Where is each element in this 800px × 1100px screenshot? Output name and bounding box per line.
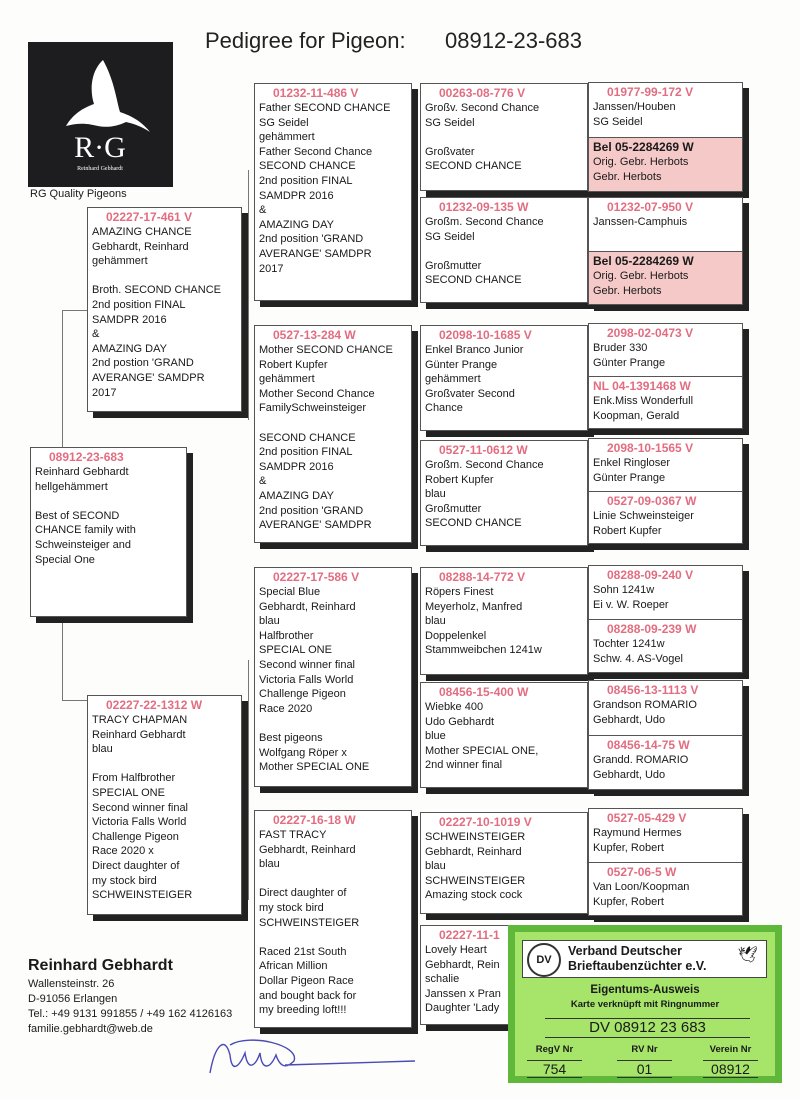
gen5-entry — [589, 137, 742, 191]
pedigree-line: hellgehämmert — [35, 480, 108, 493]
pedigree-line: Stammweibchen 1241w — [425, 644, 542, 657]
gen5-entry — [589, 566, 742, 619]
card-title: Eigentums-Ausweis — [590, 984, 700, 996]
ring-number: 2098-02-0473 V — [607, 326, 694, 340]
pedigree-line: Ei v. W. Roeper — [593, 598, 669, 611]
pedigree-line: schalie — [425, 973, 460, 986]
pedigree-line: blau — [259, 858, 280, 871]
pedigree-line: SECOND CHANCE — [425, 274, 522, 287]
pedigree-line: Enk.Miss Wonderfull — [593, 395, 694, 407]
sire-box — [87, 207, 242, 412]
pedigree-line: Gebr. Herbots — [593, 284, 662, 297]
gen5-pair-box — [588, 323, 743, 429]
pedigree-line: 2nd position 'GRAND — [259, 233, 364, 246]
svg-text:Reinhard Gebhardt: Reinhard Gebhardt — [77, 166, 123, 172]
page-title — [205, 28, 583, 54]
pedigree-line: AMAZING DAY — [259, 489, 334, 502]
pedigree-line — [425, 130, 583, 145]
pedigree-line: Father SECOND CHANCE — [259, 102, 391, 114]
pedigree-line: blau — [92, 743, 113, 756]
pedigree-line: Challenge Pigeon — [259, 688, 346, 701]
grandparent-box — [254, 810, 412, 1028]
pedigree-line: AMAZING DAY — [92, 342, 167, 355]
pedigree-line: Kupfer, Robert — [593, 841, 664, 854]
ring-number: 02098-10-1685 V — [439, 328, 532, 342]
pedigree-line: From Halfbrother — [92, 772, 176, 785]
pedigree-line: Großv. Second Chance — [425, 102, 540, 114]
pedigree-line: Best of SECOND — [35, 509, 120, 522]
connector-line — [62, 310, 87, 311]
pedigree-line: Raymund Hermes — [593, 827, 682, 839]
pedigree-line: Janssen x Pran — [425, 987, 501, 1000]
great-grandparent-box — [420, 567, 588, 675]
pedigree-line: AMAZING DAY — [259, 218, 334, 231]
subject-box — [30, 447, 187, 617]
pedigree-line: Enkel Branco Junior — [425, 344, 524, 356]
gen5-pair-box — [588, 565, 743, 673]
pedigree-line: Victoria Falls World — [92, 816, 187, 829]
pedigree-line: blau — [425, 488, 446, 501]
ring-number: 02227-10-1019 V — [439, 815, 532, 829]
city: D-91056 Erlangen — [28, 993, 118, 1005]
pedigree-line: Mother SPECIAL ONE, — [425, 744, 539, 757]
pigeon-icon: 🕊 — [737, 947, 758, 964]
pedigree-line: Race 2020 x — [92, 845, 154, 858]
pedigree-line: Father Second Chance — [259, 145, 373, 158]
gen5-entry — [589, 83, 742, 137]
pedigree-line: blau — [259, 615, 280, 628]
pedigree-line: Koopman, Gerald — [593, 409, 680, 422]
pedigree-line: Second winner final — [259, 658, 356, 671]
connector-line — [416, 620, 417, 740]
ring-number: 0527-05-429 V — [607, 811, 687, 825]
pedigree-line: Großmutter — [425, 259, 482, 272]
pedigree-line: AVERANGE' SAMDPR — [92, 371, 205, 384]
pedigree-line: blau — [425, 615, 446, 628]
pedigree-line: FAST TRACY — [259, 829, 327, 841]
connector-line — [248, 660, 249, 900]
pedigree-line: Robert Kupfer — [425, 473, 494, 486]
pedigree-line: Kupfer, Robert — [593, 895, 664, 908]
pedigree-line: Reinhard Gebhardt — [92, 728, 186, 741]
pedigree-line: Special Blue — [259, 586, 321, 598]
pedigree-line: AVERANGE' SAMDPR — [259, 519, 372, 532]
pedigree-line: 2017 — [259, 262, 284, 275]
pedigree-line: SG Seidel — [425, 230, 475, 243]
gen5-entry — [589, 324, 742, 376]
pedigree-line: SPECIAL ONE — [92, 786, 165, 799]
pedigree-line: Schw. 4. AS-Vogel — [593, 652, 683, 665]
pedigree-line: gehämmert — [259, 131, 315, 144]
pedigree-line: Janssen/Houben — [593, 101, 676, 113]
connector-line — [248, 170, 249, 420]
pedigree-line: Daughter 'Lady — [425, 1002, 500, 1015]
pedigree-line: SCHWEINSTEIGER — [425, 831, 526, 843]
pedigree-line: SAMDPR 2016 — [259, 460, 334, 473]
card-subtitle: Karte verknüpft mit Ringnummer — [570, 999, 720, 1010]
gen5-entry — [589, 376, 742, 428]
pedigree-line: gehämmert — [259, 373, 315, 386]
great-grandparent-box — [420, 325, 588, 431]
pedigree-line: Großvater Second — [425, 387, 515, 400]
pedigree-line: SECOND CHANCE — [425, 517, 522, 530]
gen5-entry — [589, 809, 742, 862]
pedigree-line: Robert Kupfer — [593, 524, 662, 537]
pedigree-line: FamilySchweinsteiger — [259, 402, 366, 415]
pedigree-line: 2nd position 'GRAND — [259, 504, 364, 517]
ring-number: 02227-17-461 V — [106, 210, 193, 224]
gen5-entry — [589, 251, 742, 304]
ring-number: NL 04-1391468 W — [593, 379, 691, 393]
ring-number: Bel 05-2284269 W — [593, 254, 694, 268]
gen5-pair-box — [588, 808, 743, 916]
street: Wallensteinstr. 26 — [28, 978, 115, 990]
gen5-entry — [589, 198, 742, 251]
rg-logo — [28, 42, 173, 187]
verein-value: 08912 — [703, 1060, 758, 1078]
great-grandparent-box — [420, 812, 588, 914]
pedigree-line: Amazing stock cock — [425, 889, 523, 902]
pedigree-line: 2017 — [92, 386, 117, 399]
ring-number: Bel 05-2284269 W — [593, 140, 694, 154]
pedigree-line: Second winner final — [92, 801, 189, 814]
pedigree-line: Race 2020 — [259, 702, 313, 715]
ring-number: 00263-08-776 V — [439, 86, 526, 100]
ring-number: 0527-06-5 W — [607, 865, 677, 879]
pedigree-line: Lovely Heart — [425, 944, 487, 956]
great-grandparent-box — [420, 83, 588, 191]
pedigree-line: Grandson ROMARIO — [593, 699, 697, 711]
pedigree-line: Günter Prange — [593, 471, 666, 484]
pedigree-line: Gebhardt, Reinhard — [425, 845, 522, 858]
ring-number: 08288-14-772 V — [439, 570, 526, 584]
title-text: Pedigree for Pigeon: — [205, 28, 406, 53]
gen5-entry — [589, 862, 742, 915]
connector-line — [62, 700, 87, 701]
ring-number: 0527-13-284 W — [273, 328, 356, 342]
pedigree-line: Mother SPECIAL ONE — [259, 761, 370, 774]
pedigree-line: Gebhardt, Udo — [593, 768, 666, 781]
ring-number: 08288-09-239 W — [607, 622, 697, 636]
pedigree-line: TRACY CHAPMAN — [92, 714, 188, 726]
gen5-pair-box — [588, 82, 743, 192]
pedigree-line: blue — [425, 730, 446, 743]
connector-line — [416, 380, 417, 500]
brand-label: RG Quality Pigeons — [30, 188, 127, 200]
gen5-entry — [589, 439, 742, 491]
pedigree-line: SAMDPR 2016 — [259, 189, 334, 202]
pedigree-line: SCHWEINSTEIGER — [92, 889, 193, 902]
connector-line — [416, 140, 417, 250]
gen5-pair-box — [588, 438, 743, 544]
ring-number: 02227-17-586 V — [273, 570, 360, 584]
ring-number: 2098-10-1565 V — [607, 441, 694, 455]
pedigree-line: Grandd. ROMARIO — [593, 754, 689, 766]
pedigree-line: Tochter 1241w — [593, 638, 665, 650]
pedigree-line: Bruder 330 — [593, 342, 648, 354]
pedigree-line — [92, 269, 237, 284]
gen5-entry — [589, 681, 742, 735]
pedigree-line: my breeding loft!!! — [259, 1004, 347, 1017]
regv-value: 754 — [527, 1060, 582, 1078]
rv-value: 01 — [617, 1060, 672, 1078]
pedigree-line: Gebr. Herbots — [593, 170, 662, 183]
gen5-entry — [589, 735, 742, 789]
org-name-2: Brieftaubenzüchter e.V. — [568, 959, 707, 973]
pedigree-line: Janssen-Camphuis — [593, 216, 688, 228]
pedigree-line — [259, 872, 407, 887]
pedigree-line: Linie Schweinsteiger — [593, 510, 694, 522]
ring-number: 02227-11-1 — [439, 928, 500, 942]
pedigree-line: Special One — [35, 553, 95, 566]
ring-number: 01977-99-172 V — [607, 85, 694, 99]
pedigree-line: Gebhardt, Reinhard — [92, 240, 189, 253]
pedigree-line: African Million — [259, 960, 328, 973]
pedigree-line: Großm. Second Chance — [425, 216, 544, 228]
pedigree-line: Wolfgang Röper x — [259, 746, 347, 759]
ring-number: 08456-15-400 W — [439, 685, 529, 699]
pedigree-line: AVERANGE' SAMDPR — [259, 247, 372, 260]
pedigree-line: Großvater — [425, 145, 475, 158]
breeder-name: Reinhard Gebhardt — [28, 957, 173, 974]
great-grandparent-box — [420, 197, 588, 303]
pedigree-line: Röpers Finest — [425, 586, 494, 598]
pedigree-line: Schweinsteiger and — [35, 538, 132, 551]
pedigree-line: Direct daughter of — [259, 887, 347, 900]
pedigree-line: Mother SECOND CHANCE — [259, 344, 393, 356]
pedigree-line: SECOND CHANCE — [259, 160, 356, 173]
ring-number: 02227-22-1312 W — [106, 698, 203, 712]
pedigree-line: 2nd position FINAL — [92, 298, 186, 311]
pedigree-line: Günter Prange — [593, 356, 666, 369]
pedigree-line: Gebhardt, Reinhard — [259, 600, 356, 613]
pedigree-line: Sohn 1241w — [593, 584, 655, 596]
pedigree-line: 2nd winner final — [425, 759, 503, 772]
ownership-card — [508, 925, 782, 1083]
pedigree-line: 2nd position FINAL — [259, 174, 353, 187]
pedigree-line: SPECIAL ONE — [259, 644, 332, 657]
gen5-entry — [589, 491, 742, 543]
pedigree-line: SECOND CHANCE — [259, 431, 356, 444]
pedigree-line: Raced 21st South — [259, 945, 347, 958]
pedigree-line: gehämmert — [92, 255, 148, 268]
ring-number: 02227-16-18 W — [273, 813, 356, 827]
ring-number: 0527-09-0367 W — [607, 494, 697, 508]
pedigree-line: SECOND CHANCE — [425, 160, 522, 173]
pedigree-line — [259, 716, 407, 731]
ring-number: 08456-14-75 W — [607, 738, 690, 752]
svg-text:R·G: R·G — [74, 131, 126, 164]
ring-number: 01232-07-950 V — [607, 200, 694, 214]
pedigree-line: Best pigeons — [259, 731, 323, 744]
pedigree-line: and bought back for — [259, 989, 357, 1002]
pedigree-line: SCHWEINSTEIGER — [425, 874, 526, 887]
pedigree-line: Wiebke 400 — [425, 701, 484, 713]
great-grandparent-box — [420, 440, 588, 546]
pedigree-line: & — [259, 204, 267, 217]
signature — [190, 1025, 420, 1085]
pedigree-line: Robert Kupfer — [259, 358, 328, 371]
pedigree-line: & — [259, 475, 267, 488]
ring-number: 08288-09-240 V — [607, 568, 694, 582]
pedigree-line: Großmutter — [425, 502, 482, 515]
phone: Tel.: +49 9131 991855 / +49 162 4126163 — [28, 1008, 233, 1020]
pedigree-line: Orig. Gebr. Herbots — [593, 156, 689, 168]
pedigree-line: 2nd position FINAL — [259, 446, 353, 459]
pedigree-line: Mother Second Chance — [259, 387, 375, 400]
pedigree-line — [259, 416, 407, 431]
pedigree-line: Chance — [425, 402, 463, 415]
pedigree-line: SG Seidel — [593, 115, 643, 128]
connector-line — [416, 870, 417, 970]
ring-number: 08456-13-1113 V — [607, 683, 699, 697]
dam-box — [87, 695, 242, 915]
pedigree-line: SG Seidel — [425, 116, 475, 129]
regv-label: RegV Nr — [535, 1044, 574, 1055]
ring-number: 01232-09-135 W — [439, 200, 529, 214]
pedigree-line: 2nd postion 'GRAND — [92, 357, 194, 370]
verein-label: Verein Nr — [709, 1044, 752, 1055]
ring-number: 01232-11-486 V — [273, 86, 359, 100]
dv-seal-icon: DV — [527, 943, 561, 977]
pedigree-line: Meyerholz, Manfred — [425, 600, 523, 613]
pedigree-line: Enkel Ringloser — [593, 457, 671, 469]
pedigree-line: Günter Prange — [425, 358, 498, 371]
ring-number: 0527-11-0612 W — [439, 443, 528, 457]
pedigree-line — [35, 494, 182, 509]
great-grandparent-box — [420, 682, 588, 788]
pedigree-line — [259, 930, 407, 945]
connector-line — [62, 617, 63, 700]
connector-line — [62, 310, 63, 447]
pedigree-line: Orig. Gebr. Herbots — [593, 270, 689, 282]
grandparent-box — [254, 325, 412, 543]
pedigree-line: Doppelenkel — [425, 629, 487, 642]
pedigree-line: Victoria Falls World — [259, 673, 354, 686]
pedigree-line — [92, 757, 237, 772]
pedigree-line: Udo Gebhardt — [425, 715, 495, 728]
pedigree-line: SAMDPR 2016 — [92, 313, 167, 326]
pedigree-line: Broth. SECOND CHANCE — [92, 284, 221, 297]
gen5-pair-box — [588, 197, 743, 305]
pedigree-line: SG Seidel — [259, 116, 309, 129]
pigeon-ring-number: 08912-23-683 — [445, 28, 583, 53]
pedigree-line: SCHWEINSTEIGER — [259, 916, 360, 929]
email: familie.gebhardt@web.de — [28, 1023, 153, 1035]
pedigree-line: my stock bird — [92, 874, 157, 887]
pedigree-line: AMAZING CHANCE — [92, 226, 192, 238]
pedigree-line: Reinhard Gebhardt — [35, 466, 129, 478]
pedigree-line: Van Loon/Koopman — [593, 881, 690, 893]
grandparent-box — [254, 83, 412, 301]
pedigree-line: CHANCE family with — [35, 524, 136, 537]
pedigree-line: gehämmert — [425, 373, 481, 386]
gen5-entry — [589, 619, 742, 672]
pedigree-line: Dollar Pigeon Race — [259, 974, 354, 987]
pedigree-line: Direct daughter of — [92, 859, 180, 872]
grandparent-box — [254, 567, 412, 787]
pedigree-line — [425, 244, 583, 259]
pedigree-line: Challenge Pigeon — [92, 830, 179, 843]
pedigree-line: my stock bird — [259, 901, 324, 914]
pedigree-line: Gebhardt, Rein — [425, 958, 500, 971]
pedigree-line: Gebhardt, Reinhard — [259, 843, 356, 856]
pedigree-line: Großm. Second Chance — [425, 459, 544, 471]
pedigree-line: Halfbrother — [259, 629, 314, 642]
org-name-1: Verband Deutscher — [568, 944, 682, 958]
card-ring-number: DV 08912 23 683 — [545, 1018, 750, 1038]
rv-label: RV Nr — [631, 1044, 658, 1055]
pedigree-line: blau — [425, 860, 446, 873]
gen5-pair-box — [588, 680, 743, 790]
pedigree-line: Gebhardt, Udo — [593, 713, 666, 726]
ring-number: 08912-23-683 — [49, 450, 124, 464]
pedigree-line: & — [92, 328, 100, 341]
